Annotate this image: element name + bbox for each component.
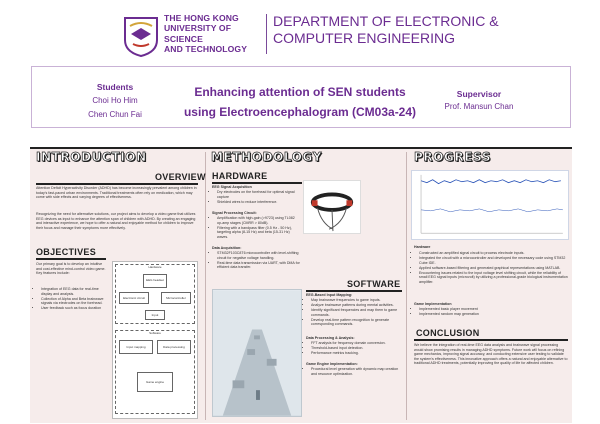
list-item: • Collection of Alpha and Beta brainwave signals via electrodes on the forehead. [41, 297, 108, 306]
progress-hardware-list [414, 251, 568, 285]
hardware-acq-block [212, 246, 300, 251]
overview-paragraph: Attention Deficit Hyperactivity Disorder (ADHD) has become increasingly prevalent among children in today's fast-paced urban environments. Traditional treatments often rely on medication, which may come with side effects and varying degrees of effectiveness. [36, 186, 197, 200]
hardware-eeg-heading: EEG Signal Acquisition [212, 185, 252, 189]
software-proc-block [306, 336, 402, 341]
supervisor-label: Supervisor [456, 89, 502, 99]
hardware-circuit-block [212, 211, 300, 216]
diagram-headset-box: EEG headset [143, 274, 167, 288]
hardware-circuit-heading: Signal Processing Circuit: [212, 211, 257, 215]
diagram-game-box: Game engine [137, 372, 173, 392]
eeg-headset-image [303, 180, 361, 234]
system-diagram [112, 261, 198, 419]
diagram-mapping-box: Input mapping [119, 340, 153, 354]
progress-game-heading: Game Implementation [414, 302, 452, 306]
game-screenshot-image [212, 289, 302, 417]
objectives-intro: Our primary goal is to develop an intuitive and cost-effective mind-control video game. Key features include: [36, 262, 106, 276]
hardware-acq-list [212, 251, 300, 270]
progress-hardware-heading: Hardware [414, 245, 431, 249]
software-proc-list [306, 341, 402, 356]
list-item: • Integration of EEG data for real-time display and analysis. [41, 287, 108, 296]
hardware-eeg-list [212, 190, 300, 205]
list-item: • Integrated the circuit with a microcontroller and developed the necessary code using STM32 Cube IDE. [419, 256, 568, 265]
list-item: • Amplification with high-gain (>9723) using TL082 op-amp stages (CMRR > 80dB). [217, 216, 300, 225]
university-name-line: UNIVERSITY OF SCIENCE [164, 23, 232, 44]
list-item: • FFT analysis for frequency domain conversion. [311, 341, 402, 346]
list-item: • Constructed an amplified signal circuit to process electrode inputs. [419, 251, 568, 256]
conclusion-heading: CONCLUSION [416, 328, 480, 338]
university-name-line: AND TECHNOLOGY [164, 44, 248, 55]
diagram-label: Hardware [148, 265, 162, 269]
hardware-circuit-list [212, 216, 300, 240]
software-engine-list [306, 367, 402, 377]
overview-rule [36, 183, 198, 185]
methodology-heading: METHODOLOGY [211, 150, 323, 164]
hardware-rule [212, 182, 302, 184]
list-item: • User feedback such as focus duration [41, 306, 108, 311]
department-name-line: DEPARTMENT OF ELECTRONIC & [273, 13, 499, 29]
software-engine-block [306, 362, 402, 367]
overview-paragraph: Recognizing the need for alternative solutions, our project aims to develop a video game that utilizes EEG devices as input to enhance the attention span of children with ADHD. By creating an engaging and interactive experience, we hope to offer a natural and enjoyable method for children to improve their focus and manage their symptoms more effectively. [36, 212, 196, 230]
software-engine-heading: Game Engine Implementation: [306, 362, 358, 366]
list-item: • Develop real-time pattern recognition to generate corresponding commands. [311, 318, 402, 327]
list-item: • Applied software-based filtering and generated graphical representations using MATLAB. [419, 266, 568, 271]
student-name: Chen Chun Fai [88, 110, 142, 119]
department-name [273, 13, 503, 46]
list-item: • Filtering with a bandpass filter (0.5 Hz - 50 Hz), targeting alpha (8-15 Hz) and beta (15-31 Hz) waves. [217, 226, 300, 240]
objectives-rule [36, 258, 106, 260]
diagram-circuit-box: Electronic circuit [119, 292, 149, 304]
introduction-heading: INTRODUCTION [36, 150, 147, 164]
progress-hardware-block [414, 245, 564, 250]
list-item: • Threshold-based input detection. [311, 346, 402, 351]
software-map-block [306, 293, 402, 298]
list-item: • Identify significant frequencies and map them to game commands. [311, 308, 402, 317]
progress-game-list [414, 307, 568, 317]
list-item: • Shielded wires to reduce interference. [217, 200, 300, 205]
list-item: • Real-time data transmission via UART, with DMA for efficient data transfer. [217, 261, 300, 270]
software-map-heading: EEG-Based Input Mapping: [306, 293, 353, 297]
list-item: • STM32F103C8T6 microcontroller with level-shifting circuit for negative voltage handling. [217, 251, 300, 260]
conclusion-rule [414, 339, 568, 341]
overview-heading: OVERVIEW [155, 172, 206, 182]
supervisor-name: Prof. Mansun Chan [444, 102, 514, 111]
list-item: • Map brainwave frequencies to game inputs. [311, 298, 402, 303]
diagram-mcu-box: Microcontroller [161, 292, 191, 304]
column-divider [406, 152, 407, 420]
software-proc-heading: Data Processing & Analysis: [306, 336, 355, 340]
objectives-list [36, 287, 108, 311]
hardware-eeg-block [212, 185, 300, 190]
conclusion-paragraph: We believe the integration of real-time EEG data analysis and brainwave signal processing would show promising results in managing ADHD symptoms. Future work will focus on refining game mechanics, improving signal accuracy, and conducting extensive user testing to validate the system's effectiveness. This innovative approach offers a natural and enjoyable alternative to traditional ADHD treatments, potentially improving the quality of life for affected children. [414, 343, 568, 366]
student-name: Choi Ho Him [92, 96, 138, 105]
list-item: • Analyze brainwave patterns during mental activities. [311, 303, 402, 308]
header [0, 0, 600, 64]
header-divider [266, 14, 267, 54]
list-item: • Implemented basic player movement [419, 307, 568, 312]
software-heading: SOFTWARE [347, 279, 401, 289]
diagram-label: Software [149, 331, 161, 335]
diagram-input-box: Input [145, 310, 165, 320]
students-label: Students [96, 82, 134, 92]
hardware-heading: HARDWARE [212, 171, 268, 181]
list-item: • Procedural level generation with dynamic map creation and resource optimization. [311, 367, 402, 376]
list-item: • Implemented random map generation [419, 312, 568, 317]
software-map-list [306, 298, 402, 327]
progress-heading: PROGRESS [414, 150, 492, 164]
software-rule [306, 290, 402, 292]
diagram-data-box: Data processing [157, 340, 191, 354]
poster-title-line: Enhancing attention of SEN students [194, 85, 406, 99]
list-item: • Performance metrics tracking. [311, 351, 402, 356]
university-name-line: THE HONG KONG [164, 13, 239, 23]
list-item: • Dry electrodes on the forehead for optimal signal capture [217, 190, 300, 199]
university-name [164, 13, 260, 55]
list-item: • Encountering issues related to the input voltage level shifting circuit, while the reliability of small EEG signal inputs (microvolt) by utilizing a professional-grade biological instrumentation amplifier. [419, 271, 568, 285]
column-divider [205, 152, 206, 420]
progress-game-block [414, 302, 564, 307]
poster-title-line: using Electroencephalogram (CM03a-24) [183, 105, 417, 119]
poster-title [178, 82, 422, 122]
hardware-acq-heading: Data Acquisition: [212, 246, 242, 250]
university-logo-icon [121, 14, 161, 58]
objectives-heading: OBJECTIVES [36, 247, 97, 257]
eeg-signal-plot [411, 170, 569, 240]
department-name-line: COMPUTER ENGINEERING [273, 29, 456, 46]
